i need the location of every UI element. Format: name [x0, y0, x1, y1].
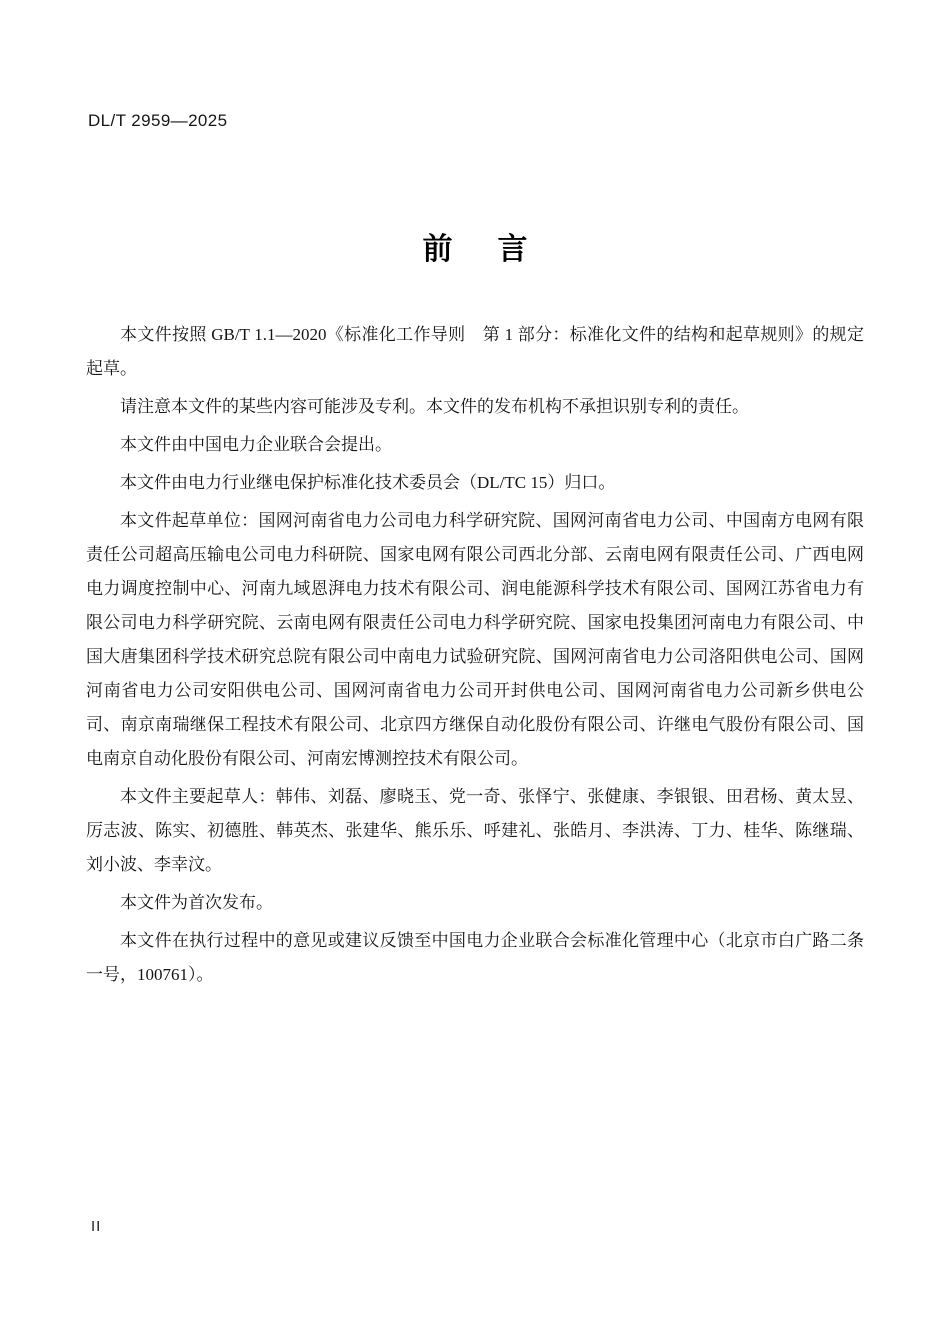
page-title: 前 言: [422, 233, 535, 266]
page-number: II: [91, 1218, 102, 1235]
document-code: DL/T 2959—2025: [88, 111, 228, 130]
paragraph-feedback: 本文件在执行过程中的意见或建议反馈至中国电力企业联合会标准化管理中心（北京市白广路二条一号，100761）。: [86, 931, 864, 984]
paragraph-main-drafters: 本文件主要起草人：韩伟、刘磊、廖晓玉、党一奇、张怿宁、张健康、李银银、田君杨、黄太昱、厉志波、陈实、初德胜、韩英杰、张建华、熊乐乐、呼建礼、张皓月、李洪涛、丁力、桂华、陈继瑞、刘小波、李幸汶。: [86, 787, 864, 874]
paragraph-patent-notice: 请注意本文件的某些内容可能涉及专利。本文件的发布机构不承担识别专利的责任。: [120, 397, 749, 416]
paragraph-centralized-by: 本文件由电力行业继电保护标准化技术委员会（DL/TC 15）归口。: [120, 473, 616, 492]
paragraph-drafting-organizations: 本文件起草单位：国网河南省电力公司电力科学研究院、国网河南省电力公司、中国南方电网有限责任公司超高压输电公司电力科研院、国家电网有限公司西北分部、云南电网有限责任公司、广西电网电力调度控制中心、河南九域恩湃电力技术有限公司、润电能源科学技术有限公司、国网江苏省电力有限公司电力科学研究院、云南电网有限责任公司电力科学研究院、国家电投集团河南电力有限公司、中国大唐集团科学技术研究总院有限公司中南电力试验研究院、国网河南省电力公司洛阳供电公司、国网河南省电力公司安阳供电公司、国网河南省电力公司开封供电公司、国网河南省电力公司新乡供电公司、南京南瑞继保工程技术有限公司、北京四方继保自动化股份有限公司、许继电气股份有限公司、国电南京自动化股份有限公司、河南宏博测控技术有限公司。: [86, 511, 864, 768]
paragraph-drafting-basis: 本文件按照 GB/T 1.1—2020《标准化工作导则 第 1 部分：标准化文件的结构和起草规则》的规定起草。: [86, 325, 864, 378]
paragraph-first-release: 本文件为首次发布。: [120, 893, 273, 912]
foreword-content: [86, 0, 864, 996]
paragraph-proposer: 本文件由中国电力企业联合会提出。: [120, 435, 392, 454]
